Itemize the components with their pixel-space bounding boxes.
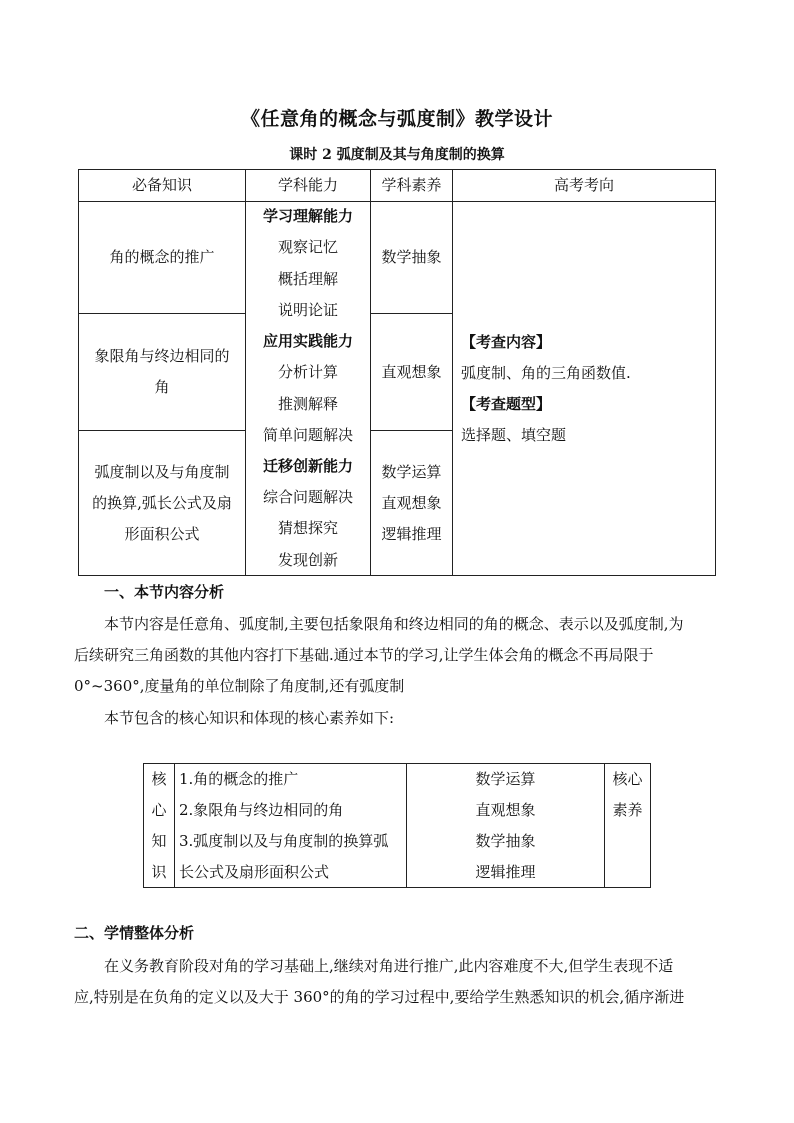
ability-item: 猜想探究 [277, 519, 338, 538]
section2-heading: 二、学情整体分析 [74, 924, 195, 942]
literacy-line: 直观想象 [381, 362, 442, 381]
core-knowledge-list [179, 764, 405, 887]
section2-para-line: 在义务教育阶段对角的学习基础上,继续对角进行推广,此内容难度不大,但学生表现不适 [104, 957, 674, 975]
knowledge-line: 象限角与终边相同的 [94, 347, 230, 365]
literacy-cell-1 [371, 202, 452, 313]
section1-heading: 一、本节内容分析 [104, 583, 225, 601]
exam-content: 弧度制、角的三角函数值. [461, 363, 631, 382]
ability-item: 简单问题解决 [262, 425, 353, 444]
knowledge-item: 3.弧度制以及与角度制的换算弧 [179, 831, 389, 850]
overview-table [78, 169, 716, 576]
ability-item: 发现创新 [277, 550, 338, 569]
literacy-item: 数学抽象 [475, 831, 536, 850]
document-title: 《任意角的概念与弧度制》教学设计 [240, 108, 553, 130]
knowledge-line: 的换算,弧长公式及扇 [92, 493, 232, 512]
literacy-line: 数学运算 [381, 462, 442, 481]
literacy-line: 数学抽象 [381, 248, 442, 266]
ability-item: 说明论证 [277, 300, 338, 319]
section1-para2: 本节包含的核心知识和体现的核心素养如下: [104, 709, 395, 727]
literacy-item: 逻辑推理 [475, 862, 536, 881]
knowledge-line: 角 [154, 378, 170, 396]
header-exam: 高考考向 [553, 176, 614, 194]
literacy-line: 逻辑推理 [381, 524, 442, 543]
exam-type-label: 【考查题型】 [461, 394, 552, 413]
ability-item: 推测解释 [277, 394, 338, 413]
literacy-line: 直观想象 [381, 493, 442, 512]
header-literacy: 学科素养 [381, 176, 442, 194]
exam-cell [453, 202, 715, 575]
core-table [143, 763, 651, 888]
section1-para-line: 本节内容是任意角、弧度制,主要包括象限角和终边相同的角的概念、表示以及弧度制,为 [104, 615, 684, 633]
label-text: 核心 [612, 770, 643, 788]
knowledge-line: 弧度制以及与角度制 [94, 462, 230, 481]
literacy-cell-3 [371, 431, 452, 575]
ability-group-heading: 学习理解能力 [262, 207, 353, 226]
label-char: 心 [151, 800, 167, 819]
exam-type: 选择题、填空题 [461, 425, 567, 444]
knowledge-item: 2.象限角与终边相同的角 [179, 800, 344, 819]
section1-para-line: 后续研究三角函数的其他内容打下基础.通过本节的学习,让学生体会角的概念不再局限于 [74, 646, 654, 664]
ability-item: 概括理解 [277, 269, 338, 288]
label-char: 识 [151, 862, 167, 881]
exam-content-label: 【考查内容】 [461, 332, 552, 351]
section2-para-line: 应,特别是在负角的定义以及大于 360°的角的学习过程中,要给学生熟悉知识的机会,循序渐进 [74, 988, 685, 1006]
literacy-item: 数学运算 [475, 769, 536, 788]
label-text: 素养 [612, 801, 643, 819]
ability-item: 观察记忆 [277, 238, 338, 257]
label-char: 知 [151, 831, 167, 850]
knowledge-item: 1.角的概念的推广 [179, 769, 299, 788]
core-knowledge-label [144, 764, 174, 887]
ability-group-heading: 迁移创新能力 [262, 456, 353, 475]
knowledge-cell-3 [79, 431, 245, 575]
header-ability: 学科能力 [277, 176, 338, 194]
knowledge-cell-1 [79, 202, 245, 313]
header-knowledge: 必备知识 [131, 176, 192, 194]
knowledge-line: 角的概念的推广 [109, 248, 215, 266]
literacy-cell-2 [371, 314, 452, 430]
literacy-item: 直观想象 [475, 800, 536, 819]
ability-group-heading: 应用实践能力 [262, 332, 353, 351]
knowledge-item: 长公式及扇形面积公式 [179, 862, 330, 881]
core-literacy-list [407, 764, 604, 887]
ability-item: 分析计算 [277, 363, 338, 382]
section1-para-line: 0°~360°,度量角的单位制除了角度制,还有弧度制 [74, 677, 405, 695]
knowledge-cell-2 [79, 314, 245, 430]
label-char: 核 [151, 769, 167, 788]
core-literacy-label [605, 764, 650, 887]
knowledge-line: 形面积公式 [124, 524, 200, 543]
ability-item: 综合问题解决 [262, 488, 353, 507]
ability-list [246, 202, 370, 575]
document-subtitle: 课时 2 弧度制及其与角度制的换算 [289, 147, 505, 163]
